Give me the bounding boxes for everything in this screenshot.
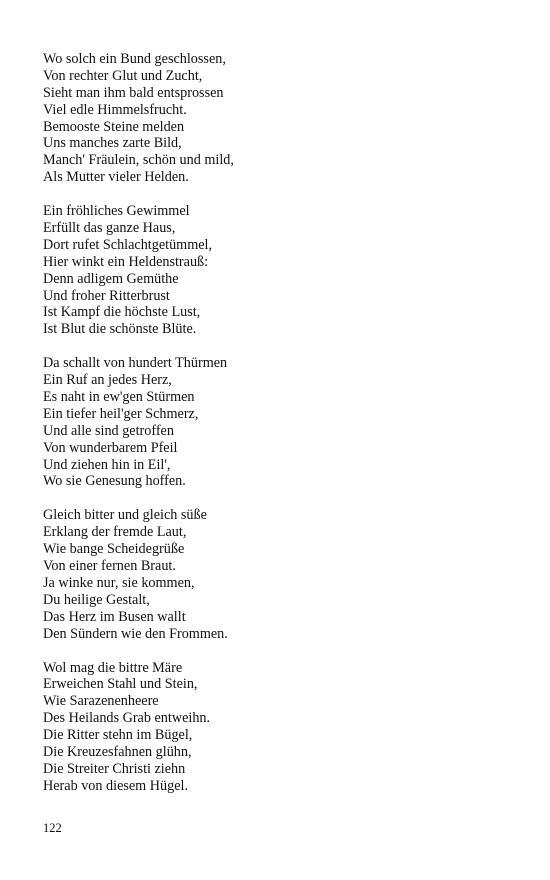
poem-line: Und alle sind getroffen — [43, 422, 174, 439]
poem-line: Du heilige Gestalt, — [43, 591, 150, 608]
poem-line: Hier winkt ein Heldenstrauß: — [43, 253, 209, 270]
poem-line: Ist Kampf die höchste Lust, — [43, 304, 201, 321]
poem-text — [43, 51, 513, 812]
poem-line: Dort rufet Schlachtgetümmel, — [43, 236, 213, 253]
poem-line: Die Streiter Christi ziehn — [43, 760, 186, 777]
poem-line: Den Sündern wie den Frommen. — [43, 625, 228, 642]
poem-line: Bemooste Steine melden — [43, 118, 185, 135]
poem-line: Es naht in ew'gen Stürmen — [43, 389, 195, 406]
poem-line: Herab von diesem Hügel. — [43, 777, 188, 794]
poem-line: Sieht man ihm bald entsprossen — [43, 84, 224, 101]
poem-line: Ein tiefer heil'ger Schmerz, — [43, 405, 199, 422]
poem-line: Wie bange Scheidegrüße — [43, 541, 185, 558]
poem-line: Da schallt von hundert Thürmen — [43, 355, 228, 372]
stanza-1 — [43, 51, 513, 186]
page-number: 122 — [43, 821, 62, 835]
poem-line: Wol mag die bittre Märe — [43, 659, 183, 676]
poem-line: Von rechter Glut und Zucht, — [43, 67, 203, 84]
poem-line: Und ziehen hin in Eil', — [43, 456, 171, 473]
poem-line: Von einer fernen Braut. — [43, 558, 176, 575]
poem-line: Des Heilands Grab entweihn. — [43, 710, 211, 727]
poem-line: Denn adligem Gemüthe — [43, 270, 179, 287]
poem-line: Viel edle Himmelsfrucht. — [43, 101, 187, 118]
stanza-4 — [43, 507, 513, 642]
poem-line: Ja winke nur, sie kommen, — [43, 574, 195, 591]
poem-line: Erklang der fremde Laut, — [43, 524, 187, 541]
stanza-2 — [43, 203, 513, 338]
poem-line: Uns manches zarte Bild, — [43, 135, 182, 152]
poem-line: Wo sie Genesung hoffen. — [43, 473, 186, 490]
poem-line: Erfüllt das ganze Haus, — [43, 220, 176, 237]
stanza-3 — [43, 355, 513, 490]
stanza-5 — [43, 660, 513, 795]
poem-line: Von wunderbarem Pfeil — [43, 439, 178, 456]
poem-line: Das Herz im Busen wallt — [43, 608, 186, 625]
poem-line: Und froher Ritterbrust — [43, 287, 170, 304]
poem-line: Wo solch ein Bund geschlossen, — [43, 51, 226, 67]
poem-line: Die Ritter stehn im Bügel, — [43, 727, 193, 744]
poem-line: Als Mutter vieler Helden. — [43, 169, 189, 186]
poem-line: Erweichen Stahl und Stein, — [43, 676, 198, 693]
poem-line: Wie Sarazenenheere — [43, 693, 159, 710]
poem-line: Die Kreuzesfahnen glühn, — [43, 743, 192, 760]
poem-line: Manch' Fräulein, schön und mild, — [43, 152, 234, 169]
poem-line: Ein fröhliches Gewimmel — [43, 203, 190, 220]
poem-line: Ist Blut die schönste Blüte. — [43, 321, 197, 338]
poem-line: Gleich bitter und gleich süße — [43, 507, 207, 524]
poem-line: Ein Ruf an jedes Herz, — [43, 372, 172, 389]
